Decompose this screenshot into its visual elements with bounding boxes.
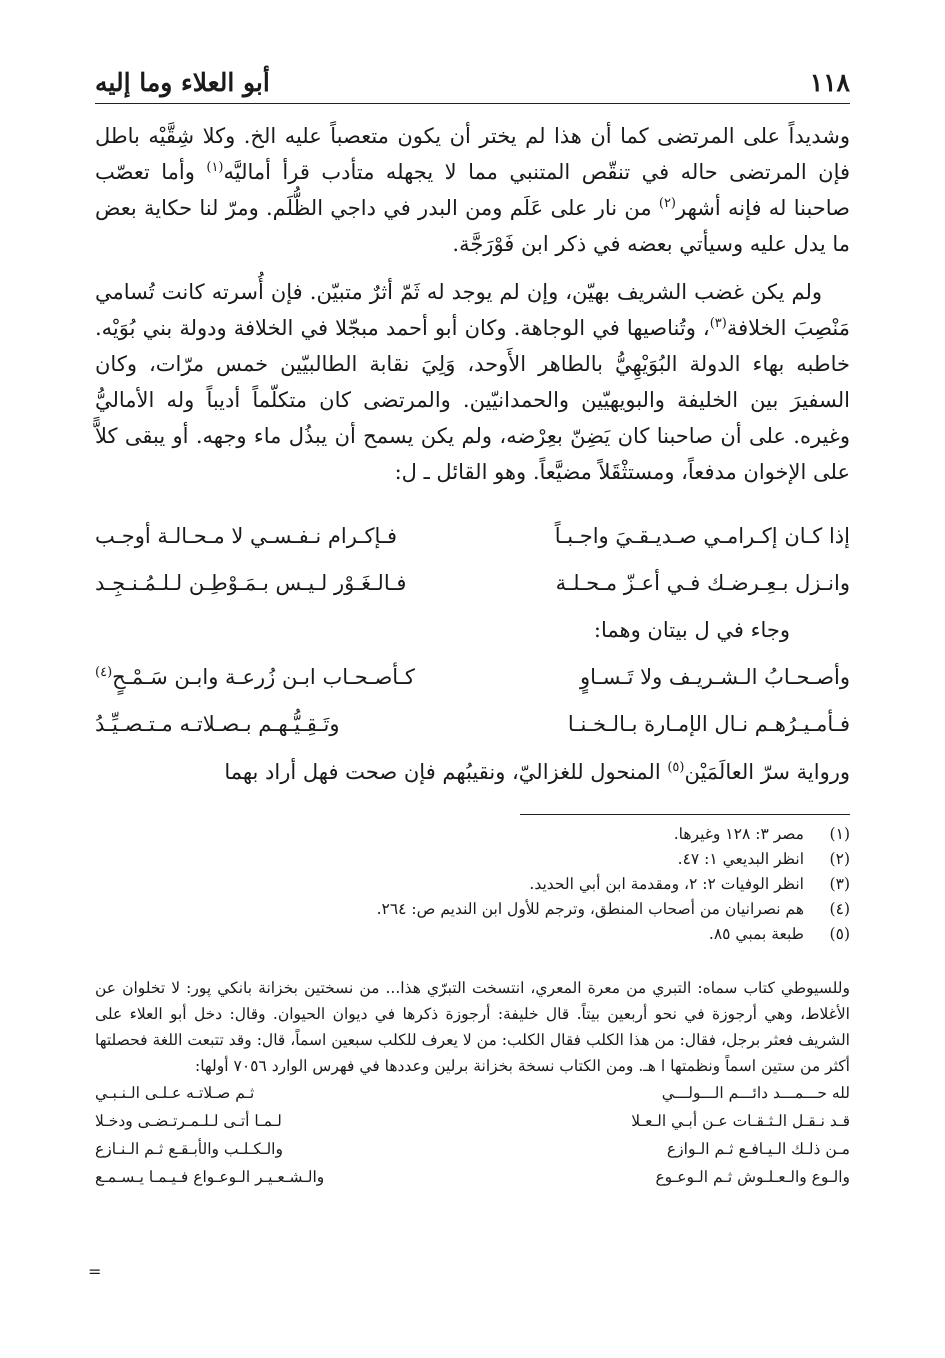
verse-line [95, 1079, 850, 1107]
verse-line [95, 512, 850, 559]
footnote-ref-3: (٣) [709, 316, 727, 331]
verse-second-hemistich: لـمـا أتـى لـلـمـرتـضـى ودخـلا [95, 1112, 282, 1130]
verse-line [95, 559, 850, 606]
continuation-text-b: المنحول للغزاليّ، ونقيبُهم فإن صحت فهل أراد بهما [224, 760, 668, 784]
verse-first-hemistich: إذا كـان إكـرامـي صـديـقـيَ واجـبـاً [554, 523, 850, 548]
verse-text: كـأصـحـاب ابـن زُرعـة وابـن سَـمْـحٍ [112, 664, 415, 689]
para2-text-b: ، وتُناصيها في الوجاهة. وكان أبو أحمد مبجّلا في الخلافة ودولة بني بُوَيْه. خاطبه بهاء الدولة البُوَيْهِيُّ بالطاهر الأَوحد، وَلِيَ نقابة الطالبيّين خمس مرّات، وكان السفيرَ بين الخليفة والبويهيّين والحمدانيّين. والمرتضى كان متكلّماً أديباً وله الأماليُّ وغيره. على أن صاحبنا كان يَضِنّ بعِرْضه، ولم يكن يسمح أن يبذُل ماء وجهه. أو يبقى كلاًّ على الإخوان مدفعاً، ومستثْقَلاً مضيَّعاً. وهو القائل ـ ل: [95, 316, 850, 484]
verse-first-hemistich: لله حـــمـــد دائـــم الـــولـــي [661, 1084, 850, 1102]
footnote-number: (٤) [829, 900, 850, 918]
intro-line: وجاء في ل بيتان وهما: [593, 617, 790, 642]
paragraph-1 [95, 118, 850, 262]
footnote-ref-1: (١) [206, 160, 224, 175]
footnote [95, 897, 850, 922]
para1-text-a: وشديداً على المرتضى كما أن هذا لم يختر أن يكون متعصباً عليه الخ. وكلا شِقَّيْه باطل فإن المرتضى حاله في تنقّص المتنبي مما لا يجهله متأدب قرأ أماليَّه [95, 124, 851, 184]
footnote [95, 922, 850, 947]
footnote [95, 847, 850, 872]
footnote-appendix [95, 975, 850, 1191]
verse-first-hemistich: مـن ذلـك الـيـافـع ثـم الـوازع [666, 1140, 850, 1158]
para2-text-a: ولم يكن غضب الشريف بهيّن، وإن لم يوجد له ثَمّ أثرٌ متبيّن. فإن أُسرته كانت تُسامي مَنْصِبَ الخلافة [95, 280, 850, 340]
footnote [95, 872, 850, 897]
verse-first-hemistich: قـد نـقـل الـثـقـات عـن أبـي الـعـلا [631, 1112, 850, 1130]
footnote-ref-2: (٢) [658, 196, 676, 211]
footnote-text: انظر الوفيات ٢: ٢، ومقدمة ابن أبي الحديد. [529, 875, 804, 893]
footnote-ref-5: (٥) [667, 760, 685, 775]
footnotes [95, 822, 850, 947]
verse-first-hemistich: فـأمـيـرُهـم نـال الإمـارة بـالـخـنـا [567, 711, 850, 736]
page-number: ١١٨ [809, 68, 850, 97]
footnote-text: انظر البديعي ١: ٤٧. [677, 850, 804, 868]
footnote-separator [520, 814, 850, 815]
verse-second-hemistich: والـكـلـب والأبـقـع ثـم الـنـازع [95, 1140, 283, 1158]
footnote-number: (١) [829, 825, 850, 843]
paragraph-2 [95, 274, 850, 490]
poem-block [95, 512, 850, 747]
continuation-text-a: ورواية سرّ العالَمَيْن [684, 760, 850, 784]
footnote [95, 822, 850, 847]
verse-line [95, 700, 850, 747]
footnote-number: (٥) [829, 925, 850, 943]
body-text [95, 118, 850, 502]
verse-line [95, 1135, 850, 1163]
footnote-number: (٣) [829, 875, 850, 893]
footnote-text: هم نصرانيان من أصحاب المنطق، وترجم للأول ابن النديم ص: ٢٦٤. [376, 900, 804, 918]
running-title: أبو العلاء وما إليه [95, 68, 270, 97]
footnote-ref-4: (٤) [95, 664, 113, 680]
verse-second-hemistich: فـالـغَـوْر لـيـس بـمَـوْطِـن لـلـمُـنـجِـد [95, 570, 407, 595]
verse-first-hemistich: والـوع والـعـلـوش ثـم الـوعـوع [655, 1168, 850, 1186]
para1-text-b: وأما تعصّب صاحبنا له فإنه أشهر [95, 160, 850, 220]
verse-line [95, 653, 850, 700]
verse-second-hemistich [95, 665, 473, 689]
appendix-text: وللسيوطي كتاب سماه: التبري من معرة المعري، انتسخت التبرّي هذا... من نسختين بخزانة بانكي پور: لا تخلوان عن الأغلاط، وهي أرجوزة في نحو أربعين بيتاً. قال خليفة: أرجوزة ذكرها في ديوان الحيوان. وقال: دخل أبو العلاء على الشريف فعثر برجل، فقال: من هذا الكلب فقال الكلب: من لا يعرف للكلب سبعين اسماً، قال: وقد تتبعت اللغة فحصلتها أكثر من ستين اسماً ونظمتها ا هـ. ومن الكتاب نسخة بخزانة برلين وعددها في فهرس الوارد ٧٠٥٦ أولها: [95, 979, 850, 1075]
verse-second-hemistich: والـشـعـيـر الـوعـواع فـيـمـا يـسـمـع [95, 1168, 325, 1186]
footnote-text: مصر ٣: ١٢٨ وغيرها. [673, 825, 804, 843]
continuation-line [95, 760, 850, 784]
running-header [95, 55, 850, 104]
verse-line [95, 1163, 850, 1191]
para1-text-c: من نار على عَلَم ومن البدر في داجي الظُّلَم. ومرّ لنا حكاية بعض ما يدل عليه وسيأتي بعضه في ذكر ابن فَوْرَجَّة. [95, 196, 850, 256]
footnote-number: (٢) [829, 850, 850, 868]
verse-second-hemistich: ثـم صـلاتـه عـلـى الـنـبـي [95, 1084, 255, 1102]
verse-second-hemistich: فـإكـرام نـفـسـي لا مـحـالـة أوجـب [95, 523, 398, 548]
verse-first-hemistich: وانـزل بـعِـرضـك فـي أعـزّ مـحـلـة [555, 570, 850, 595]
margin-mark: = [88, 1262, 102, 1281]
footnote-text: طبعة بمبي ٨٥. [708, 925, 804, 943]
verse-first-hemistich: وأصـحـابُ الـشـريـف ولا تَـسـاوٍ [580, 664, 850, 689]
verse-line [95, 1107, 850, 1135]
verse-second-hemistich: وتَـقِـيُّـهـم بـصـلاتـه مـتـصـيِّـدُ [95, 711, 340, 736]
